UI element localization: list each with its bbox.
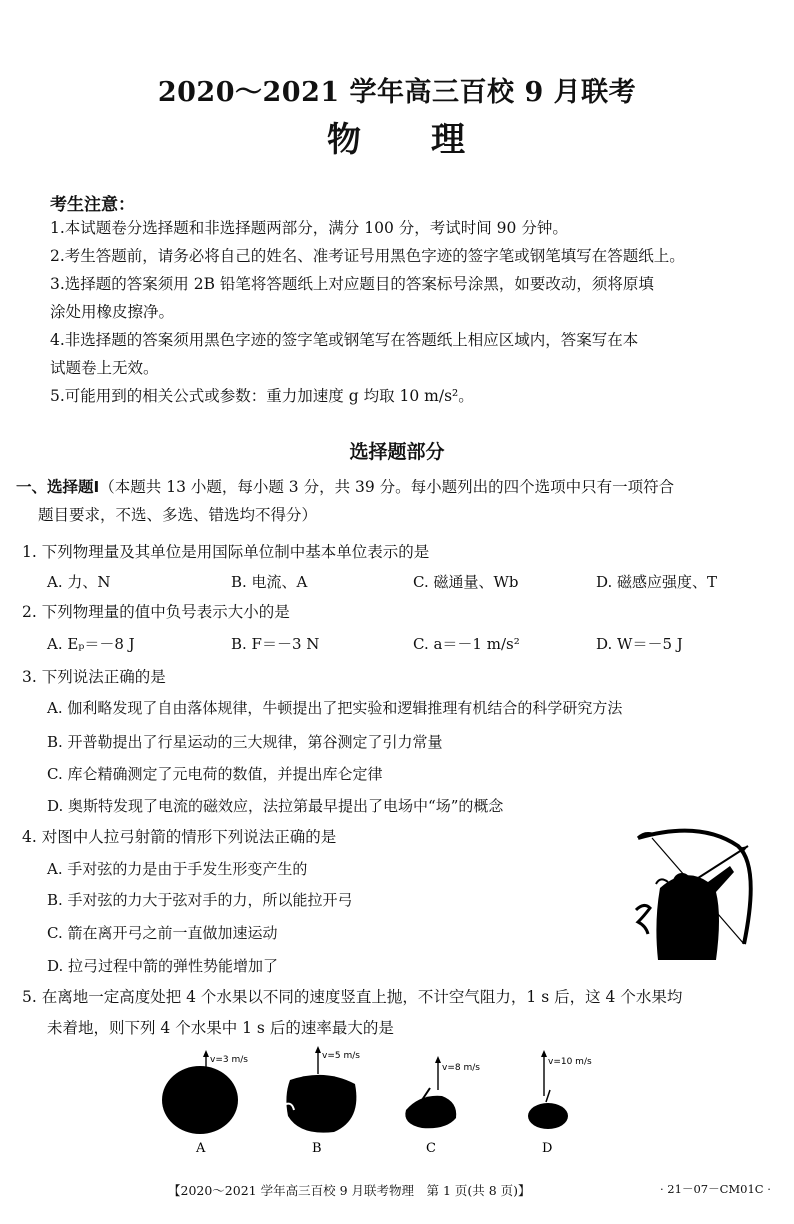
- notice-item: [50, 384, 758, 408]
- fruit-b: [286, 1046, 360, 1156]
- notice-text: 试题卷上无效。: [50, 359, 159, 377]
- question-2-options: [47, 633, 767, 655]
- section-heading: 选择题部分: [349, 441, 445, 463]
- question-3-stem: 3. 下列说法正确的是: [22, 668, 166, 686]
- subject-char-1: 物: [327, 120, 363, 160]
- option-a: A. Eₚ＝－8 J: [47, 635, 135, 653]
- option-a: A. 手对弦的力是由于手发生形变产生的: [47, 860, 308, 878]
- option-c: C. 磁通量、Wb: [413, 573, 519, 591]
- part-label: 一、选择题Ⅰ: [16, 478, 100, 496]
- notice-text: 涂处用橡皮擦净。: [50, 303, 175, 321]
- notice-item-continuation: [50, 300, 758, 324]
- option-d: D. W＝－5 J: [596, 635, 683, 653]
- notice-text: 选择题的答案须用 2B 铅笔将答题纸上对应题目的答案标号涂黑，如要改动，须将原填: [64, 275, 654, 293]
- fruit-a-velocity: v=3 m/s: [210, 1055, 248, 1065]
- fruit-b-label: B: [312, 1141, 322, 1156]
- option-d: D. 奥斯特发现了电流的磁效应，法拉第最早提出了电场中“场”的概念: [47, 797, 504, 815]
- notice-item: [50, 328, 758, 352]
- fruit-c-velocity: v=8 m/s: [442, 1063, 480, 1073]
- notice-num: 3.: [50, 275, 65, 293]
- notice-heading: 考生注意：: [50, 195, 135, 215]
- question-5-stem: 5. 在离地一定高度处把 4 个水果以不同的速度竖直上抛，不计空气阻力，1 s 后，这 4 个水果均: [22, 988, 683, 1006]
- part-instructions: [16, 473, 756, 529]
- notice-text: 本试题卷分选择题和非选择题两部分，满分 100 分，考试时间 90 分钟。: [64, 219, 568, 237]
- subject-title: [0, 112, 794, 161]
- archer-figure: [630, 826, 770, 961]
- fruit-a-label: A: [196, 1141, 206, 1156]
- option-a: A. 伽利略发现了自由落体规律，牛顿提出了把实验和逻辑推理有机结合的科学研究方法: [47, 699, 623, 717]
- question-1-stem: 1. 下列物理量及其单位是用国际单位制中基本单位表示的是: [22, 543, 430, 561]
- option-d: D. 磁感应强度、T: [596, 573, 718, 591]
- notice-num: 5.: [50, 387, 65, 405]
- option-d: D. 拉弓过程中箭的弹性势能增加了: [47, 957, 279, 975]
- option-c: C. 库仑精确测定了元电荷的数值，并提出库仑定律: [47, 765, 383, 783]
- fruit-c: [405, 1056, 480, 1156]
- fruit-c-label: C: [426, 1141, 436, 1156]
- option-c: C. 箭在离开弓之前一直做加速运动: [47, 924, 278, 942]
- notice-item: [50, 272, 758, 296]
- notice-text: 考生答题前，请务必将自己的姓名、准考证号用黑色字迹的签字笔或钢笔填写在答题纸上。: [64, 247, 685, 265]
- part-text: （本题共 13 小题，每小题 3 分，共 39 分。每小题列出的四个选项中只有一项符合: [99, 478, 675, 496]
- question-4-stem: 4. 对图中人拉弓射箭的情形下列说法正确的是: [22, 828, 337, 846]
- question-1-options: [47, 571, 767, 593]
- fruit-figures: [150, 1040, 650, 1160]
- fruit-d-velocity: v=10 m/s: [548, 1057, 592, 1067]
- fruit-d: [528, 1050, 592, 1156]
- subject-char-2: 理: [431, 120, 467, 160]
- option-b: B. 开普勒提出了行星运动的三大规律，第谷测定了引力常量: [47, 733, 443, 751]
- option-b: B. F＝－3 N: [231, 635, 320, 653]
- notice-text: 可能用到的相关公式或参数：重力加速度 g 均取 10 m/s²。: [64, 387, 474, 405]
- option-a: A. 力、N: [47, 573, 111, 591]
- fruit-b-velocity: v=5 m/s: [322, 1051, 360, 1061]
- option-c: C. a＝－1 m/s²: [413, 635, 520, 653]
- question-5-stem-2: 未着地，则下列 4 个水果中 1 s 后的速率最大的是: [47, 1019, 394, 1037]
- page-footer: 【2020～2021 学年高三百校 9 月联考物理 第 1 页(共 8 页)】: [168, 1183, 531, 1198]
- notice-item-continuation: [50, 356, 758, 380]
- fruit-d-label: D: [542, 1141, 553, 1156]
- notice-num: 1.: [50, 219, 65, 237]
- exam-code: · 21－07－CM01C ·: [660, 1182, 771, 1196]
- notice-item: [50, 244, 758, 268]
- option-b: B. 手对弦的力大于弦对手的力，所以能拉开弓: [47, 891, 353, 909]
- notice-num: 4.: [50, 331, 65, 349]
- fruit-a: [162, 1050, 248, 1156]
- question-2-stem: 2. 下列物理量的值中负号表示大小的是: [22, 603, 290, 621]
- notice-num: 2.: [50, 247, 65, 265]
- notice-item: [50, 216, 758, 240]
- notice-text: 非选择题的答案须用黑色字迹的签字笔或钢笔写在答题纸上相应区域内，答案写在本: [64, 331, 639, 349]
- exam-title: 2020～2021 学年高三百校 9 月联考: [157, 77, 637, 108]
- part-text-2: 题目要求，不选、多选、错选均不得分）: [38, 506, 318, 524]
- option-b: B. 电流、A: [231, 573, 308, 591]
